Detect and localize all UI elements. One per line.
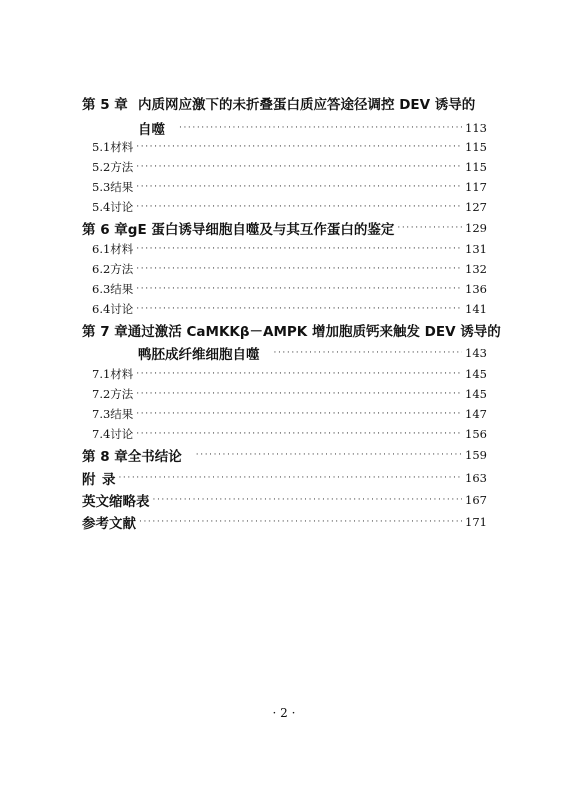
toc-entry-chapter-6[interactable]: [82, 218, 487, 238]
chapter-title: gE 蛋白诱导细胞自噬及与其互作蛋白的鉴定: [127, 222, 395, 238]
leader-dots: [397, 223, 462, 233]
leader-dots: [136, 429, 462, 439]
entry-title: 参考文献: [82, 516, 136, 532]
page-number: 132: [465, 262, 487, 276]
page-number: 141: [465, 302, 487, 316]
page-number: 117: [465, 180, 487, 194]
section-title: 讨论: [110, 427, 134, 441]
leader-dots: [136, 304, 462, 314]
section-number: 6.4: [92, 302, 111, 316]
leader-dots: [136, 162, 462, 172]
leader-dots: [136, 244, 462, 254]
section-number: 5.4: [92, 200, 111, 214]
toc-entry-section-7-1[interactable]: [92, 364, 487, 384]
leader-dots: [136, 182, 462, 192]
toc-entry-chapter-5[interactable]: [82, 93, 487, 113]
leader-dots: [153, 495, 463, 505]
page-number: 156: [465, 427, 487, 441]
leader-dots: [118, 473, 462, 483]
toc-entry-section-5-1[interactable]: [92, 137, 487, 157]
section-number: 6.2: [92, 262, 111, 276]
chapter-title: 通过激活 CaMKKβ－AMPK 增加胞质钙来触发 DEV 诱导的: [127, 324, 501, 340]
page-number: 115: [465, 140, 487, 154]
section-number: 7.1: [92, 367, 111, 381]
chapter-title: 全书结论: [127, 449, 182, 465]
page-number: 127: [465, 200, 487, 214]
chapter-number: 第 5 章: [82, 97, 128, 113]
page-number: 167: [465, 493, 487, 507]
section-number: 7.4: [92, 427, 111, 441]
section-title: 讨论: [110, 200, 134, 214]
toc-entry-section-5-3[interactable]: [92, 177, 487, 197]
leader-dots: [136, 284, 462, 294]
section-title: 结果: [110, 407, 134, 421]
section-title: 材料: [110, 140, 134, 154]
toc-entry-section-7-4[interactable]: [92, 424, 487, 444]
toc-entry-references[interactable]: [82, 512, 487, 532]
leader-dots: [136, 409, 462, 419]
page-number: 131: [465, 242, 487, 256]
chapter-title-continued: 鸭胚成纤维细胞自噬: [138, 347, 260, 363]
leader-dots: [196, 450, 462, 460]
leader-dots: [139, 517, 462, 527]
chapter-number: 第 8 章: [82, 449, 128, 465]
toc-entry-chapter-5-cont[interactable]: [138, 118, 487, 138]
section-title: 方法: [110, 262, 134, 276]
leader-dots: [179, 123, 462, 133]
page-number: 129: [465, 221, 487, 235]
section-title: 方法: [110, 387, 134, 401]
toc-entry-appendix[interactable]: [82, 468, 487, 488]
page-number: 163: [465, 471, 487, 485]
leader-dots: [136, 389, 462, 399]
section-number: 6.1: [92, 242, 111, 256]
leader-dots: [136, 202, 462, 212]
appendix-label-second: 录: [101, 472, 116, 488]
page-number: 145: [465, 387, 487, 401]
page-number: 113: [465, 121, 487, 135]
section-title: 材料: [110, 367, 134, 381]
page-number: 171: [465, 515, 487, 529]
section-number: 6.3: [92, 282, 111, 296]
chapter-number: 第 7 章: [82, 324, 128, 340]
section-title: 结果: [110, 180, 134, 194]
toc-entry-section-5-4[interactable]: [92, 197, 487, 217]
page-number: 145: [465, 367, 487, 381]
section-number: 5.3: [92, 180, 111, 194]
entry-title: 英文缩略表: [82, 494, 150, 510]
toc-entry-chapter-8[interactable]: [82, 445, 487, 465]
toc-entry-chapter-7-cont[interactable]: [138, 343, 487, 363]
toc-entry-section-6-2[interactable]: [92, 259, 487, 279]
section-title: 材料: [110, 242, 134, 256]
leader-dots: [274, 348, 463, 358]
section-title: 方法: [110, 160, 134, 174]
toc-entry-section-7-2[interactable]: [92, 384, 487, 404]
section-number: 7.3: [92, 407, 111, 421]
leader-dots: [136, 142, 462, 152]
page-number: 115: [465, 160, 487, 174]
toc-entry-section-7-3[interactable]: [92, 404, 487, 424]
toc-entry-section-6-4[interactable]: [92, 299, 487, 319]
chapter-title: 内质网应激下的未折叠蛋白质应答途径调控 DEV 诱导的: [138, 97, 476, 113]
toc-entry-section-6-1[interactable]: [92, 239, 487, 259]
page-footer-number: · 2 ·: [272, 706, 296, 720]
leader-dots: [136, 369, 462, 379]
section-title: 讨论: [110, 302, 134, 316]
chapter-number: 第 6 章: [82, 222, 128, 238]
toc-entry-abbreviations[interactable]: [82, 490, 487, 510]
page-number: 147: [465, 407, 487, 421]
toc-entry-section-6-3[interactable]: [92, 279, 487, 299]
chapter-title-continued: 自噬: [138, 122, 165, 138]
section-number: 7.2: [92, 387, 111, 401]
page-number: 159: [465, 448, 487, 462]
toc-entry-chapter-7[interactable]: [82, 320, 501, 340]
page-number: 136: [465, 282, 487, 296]
section-number: 5.1: [92, 140, 111, 154]
toc-entry-section-5-2[interactable]: [92, 157, 487, 177]
section-number: 5.2: [92, 160, 111, 174]
page-number: 143: [465, 346, 487, 360]
section-title: 结果: [110, 282, 134, 296]
appendix-label-first: 附: [82, 472, 96, 488]
leader-dots: [136, 264, 462, 274]
